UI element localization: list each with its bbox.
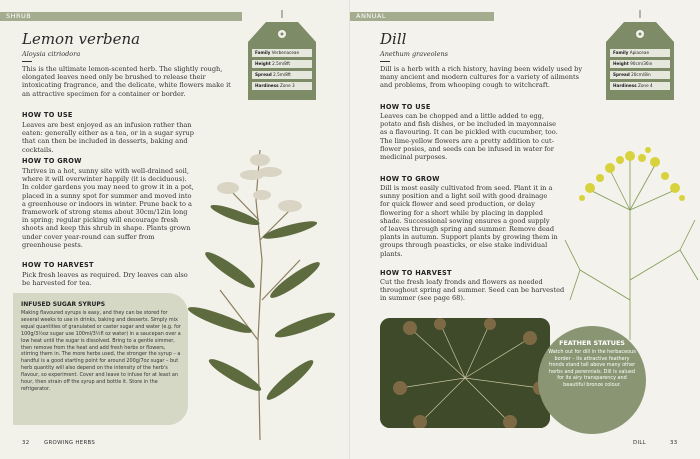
latin-name: Aloysia citriodora bbox=[22, 50, 81, 58]
right-page bbox=[350, 0, 700, 459]
category-bar: ANNUAL bbox=[350, 12, 494, 21]
tag-height: Height 2.5m/8ft bbox=[252, 60, 312, 68]
lemon-verbena-illustration bbox=[180, 140, 340, 440]
callout-title: FEATHER STATUES bbox=[559, 339, 625, 347]
grow-text: Dill is most easily cultivated from seed. Plant it in a sunny position and a light soil with good drainage for quick flower and seed production, or delay flowering for a short while by placing in dappled shade. Successional sowing ensures a good supply of leaves through spring and summer. Remove dead plants in autumn. Support plants by growing them in groups through peasticks, or else stake individual plants. bbox=[380, 184, 558, 258]
plant-info-tag bbox=[604, 10, 676, 102]
use-text: Leaves are best enjoyed as an infusion rather than eaten: generally either as a tea, or in a sugar syrup that can then be included in desserts, baking and cocktails. bbox=[22, 121, 194, 154]
callout-text: Watch out for dill in the herbaceous border – its attractive feathery fronds stand tall above many other herbs and perennials. Dill is valued for its airy transparency and beautiful bronze colour. bbox=[548, 349, 636, 388]
box-title: INFUSED SUGAR SYRUPS bbox=[21, 301, 106, 308]
category-bar: SHRUB bbox=[0, 12, 242, 21]
grow-heading: HOW TO GROW bbox=[380, 175, 440, 183]
infused-syrups-box bbox=[13, 293, 188, 425]
divider bbox=[22, 61, 32, 62]
tag-info bbox=[610, 49, 670, 93]
tag-hardiness: Hardiness Zone 3 bbox=[252, 82, 312, 90]
dill-seedhead-photo bbox=[380, 318, 550, 428]
tag-hardiness: Hardiness Zone 4 bbox=[610, 82, 670, 90]
harvest-text: Cut the fresh leafy fronds and flowers as needed throughout spring and summer. Seed can be harvested in summer (see page 68). bbox=[380, 278, 565, 303]
use-heading: HOW TO USE bbox=[22, 111, 73, 119]
tag-spread: Spread 20cm/8in bbox=[610, 71, 670, 79]
divider bbox=[380, 61, 390, 62]
tag-spread: Spread 2.5m/8ft bbox=[252, 71, 312, 79]
use-heading: HOW TO USE bbox=[380, 103, 431, 111]
harvest-heading: HOW TO HARVEST bbox=[380, 269, 452, 277]
grow-text: Thrives in a hot, sunny site with well-drained soil, where it will overwinter happily (it is deciduous). In colder gardens you may need to grow it in a pot, placed in a sunny spot for summer and moved into a greenhouse or indoors in winter. Prune back to a framework of strong stems about 30cm/12in long in spring; regular picking will encourage fresh shoots and keep this shrub in shape. Plants grown under cover year-round can suffer from greenhouse pests. bbox=[22, 167, 194, 249]
tag-height: Height 90cm/36in bbox=[610, 60, 670, 68]
dill-illustration bbox=[560, 120, 700, 340]
box-text: Making flavoured syrups is easy, and they can be stored for several weeks to use in drinks, baking and desserts. Simply mix equal quantities of granulated or caster sugar and water (e.g. for 100g/3½oz sugar use 100ml/3½fl oz water) in a saucepan over a low heat until the sugar is dissolved. Bring to a gentle simmer, then remove from the heat and add fresh herbs or flowers, stirring them in. The more herbs used, the stronger the syrup – a handful is a good starting point for around 200g/7oz sugar – but herb quantity will also depend on the intensity of the herb's flavour, so experiment. Cover and leave to infuse for at least an hour, then strain off the syrup and bottle it. Store in the refrigerator. bbox=[21, 310, 181, 392]
latin-name: Anethum graveolens bbox=[380, 50, 448, 58]
herb-title: Lemon verbena bbox=[22, 30, 141, 48]
page-number-left: 32 bbox=[22, 440, 30, 446]
page-number-right: 33 bbox=[670, 440, 678, 446]
herb-title: Dill bbox=[380, 30, 407, 48]
harvest-heading: HOW TO HARVEST bbox=[22, 261, 94, 269]
intro-text: Dill is a herb with a rich history, having been widely used by many ancient and modern cultures for a variety of ailments and problems, from whooping cough to witchcraft. bbox=[380, 65, 583, 90]
feather-statues-callout bbox=[538, 326, 646, 434]
harvest-text: Pick fresh leaves as required. Dry leaves can also be harvested for tea. bbox=[22, 271, 188, 288]
plant-info-tag bbox=[246, 10, 318, 102]
tag-family: Family Verbenaceae bbox=[252, 49, 312, 57]
tag-family: Family Apiaceae bbox=[610, 49, 670, 57]
grow-heading: HOW TO GROW bbox=[22, 157, 82, 165]
intro-text: This is the ultimate lemon-scented herb. The slightly rough, elongated leaves need only be brushed to release their intoxicating fragrance, and the delicate, white flowers make it an attractive specimen for a container or border. bbox=[22, 65, 231, 98]
tag-info bbox=[252, 49, 312, 93]
running-head-right: DILL bbox=[633, 440, 646, 446]
use-text: Leaves can be chopped and a little added to egg, potato and fish dishes, or be included in mayonnaise as a flavouring. It can be pickled with cucumber, too. The lime-yellow flowers are a pretty addition to cut-flower posies, and seeds can be infused in water for medicinal purposes. bbox=[380, 112, 558, 162]
running-head-left: GROWING HERBS bbox=[44, 440, 96, 446]
